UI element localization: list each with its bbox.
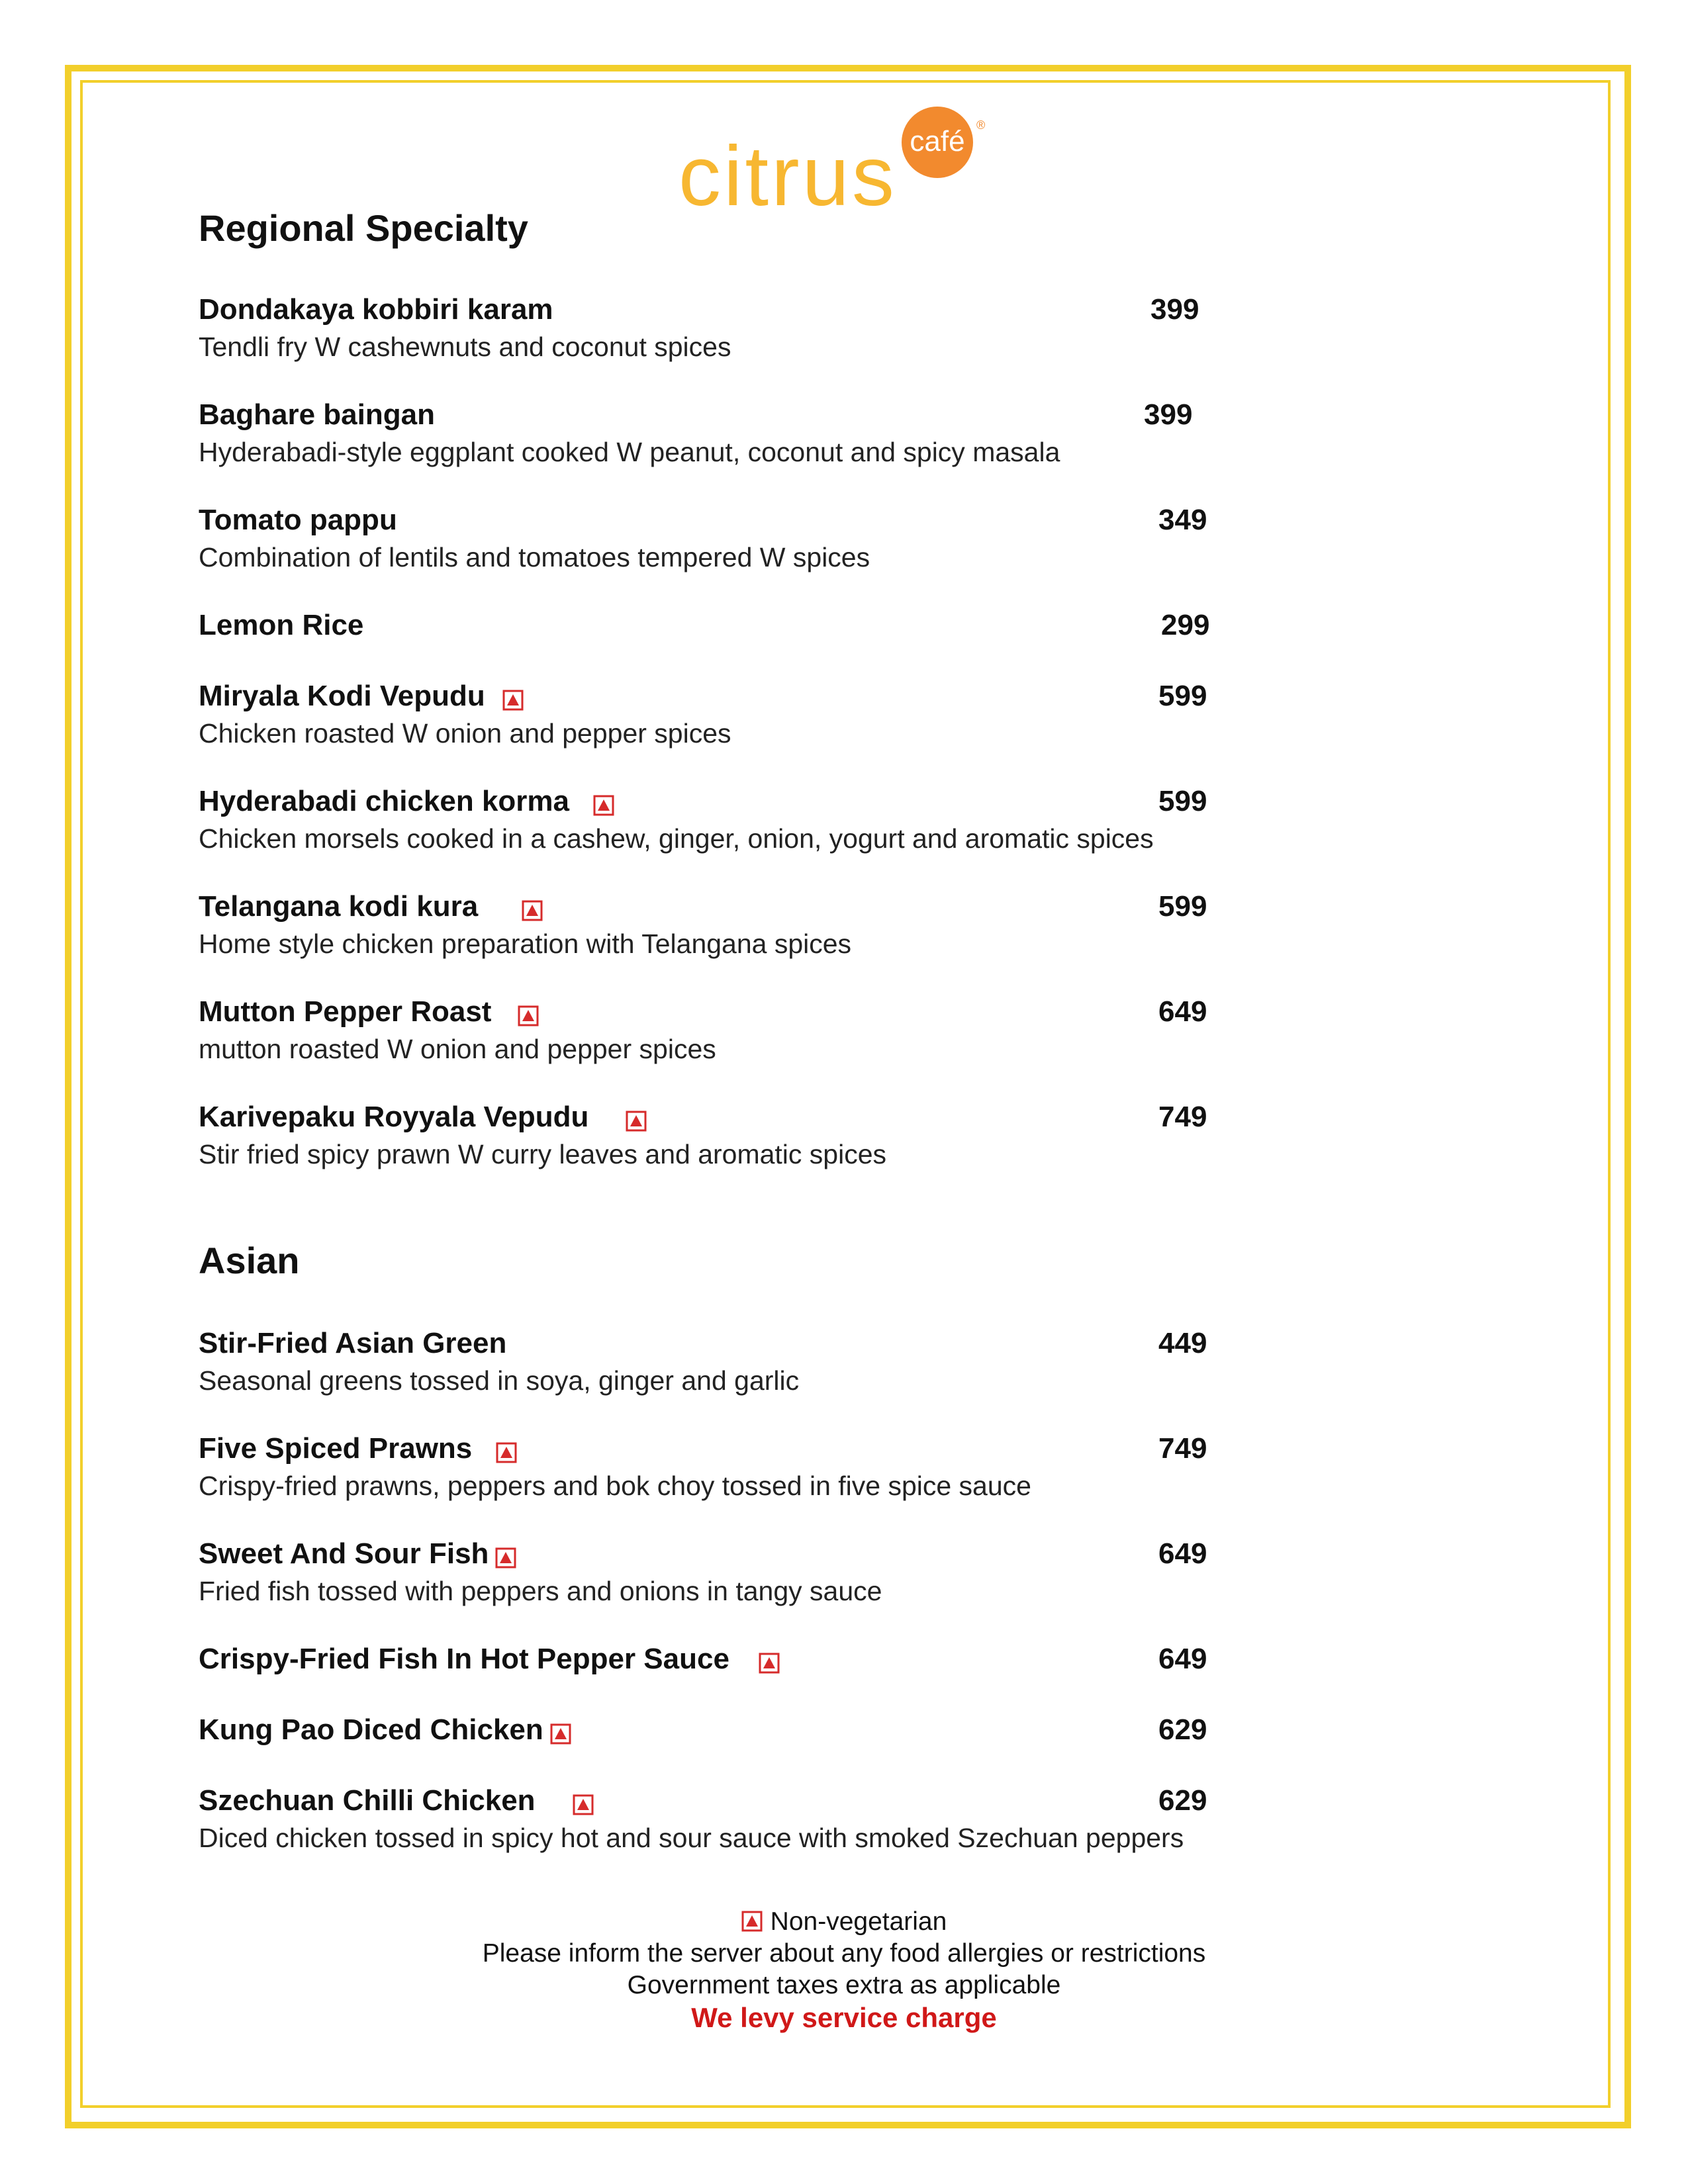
menu-item (199, 992, 1423, 1066)
menu-item-name: Miryala Kodi Vepudu (199, 680, 485, 712)
menu-item-price: 599 (1158, 890, 1207, 923)
logo-main-text: citrus (679, 129, 897, 218)
service-charge-note: We levy service charge (691, 2002, 997, 2033)
menu-item (199, 676, 1423, 751)
menu-item-description: Home style chicken preparation with Telangana spices (199, 929, 852, 959)
menu-item-price: 349 (1158, 504, 1207, 536)
menu-item-price: 629 (1158, 1784, 1207, 1817)
menu-item-name: Crispy-Fried Fish In Hot Pepper Sauce (199, 1643, 729, 1675)
section-title: Asian (199, 1240, 300, 1281)
menu-item-description: Chicken morsels cooked in a cashew, ginger, onion, yogurt and aromatic spices (199, 823, 1154, 854)
menu-item-description: Chicken roasted W onion and pepper spices (199, 718, 731, 749)
menu-item-description: Seasonal greens tossed in soya, ginger and garlic (199, 1365, 800, 1396)
menu-item-price: 449 (1158, 1327, 1207, 1359)
menu-item (199, 1097, 1423, 1171)
menu-item-description: Diced chicken tossed in spicy hot and sour sauce with smoked Szechuan peppers (199, 1823, 1184, 1853)
menu-item (199, 782, 1423, 856)
menu-item-price: 599 (1158, 680, 1207, 712)
menu-item-name: Tomato pappu (199, 504, 397, 536)
menu-item-description: Stir fried spicy prawn W curry leaves and aromatic spices (199, 1139, 887, 1169)
menu-item-name: Telangana kodi kura (199, 890, 479, 923)
menu-item-description: Crispy-fried prawns, peppers and bok choy tossed in five spice sauce (199, 1471, 1031, 1501)
menu-item-description: Fried fish tossed with peppers and onions in tangy sauce (199, 1576, 882, 1606)
menu-item-name: Szechuan Chilli Chicken (199, 1784, 536, 1817)
menu-item-header (199, 1781, 1423, 1821)
menu-item (199, 500, 1423, 574)
menu-item (199, 1534, 1423, 1608)
menu-item-header (199, 1429, 1423, 1469)
menu-item-header (199, 992, 1423, 1032)
non-veg-icon (518, 1005, 539, 1026)
menu-item-header (199, 782, 1423, 821)
menu-item-description: Hyderabadi-style eggplant cooked W peanut, coconut and spicy masala (199, 437, 1060, 467)
menu-item-name: Kung Pao Diced Chicken (199, 1713, 543, 1746)
non-veg-icon (573, 1794, 594, 1815)
menu-item-header (199, 1710, 1423, 1750)
non-veg-icon (502, 690, 524, 711)
menu-item-price: 399 (1144, 398, 1193, 431)
menu-item-price: 399 (1150, 293, 1199, 326)
non-veg-icon (593, 795, 614, 816)
non-veg-icon (626, 1111, 647, 1132)
menu-item-price: 599 (1158, 785, 1207, 817)
non-veg-icon (550, 1723, 571, 1745)
tax-note: Government taxes extra as applicable (627, 1971, 1061, 1999)
menu-item-header (199, 290, 1423, 330)
menu-item (199, 887, 1423, 961)
menu-item-header (199, 1639, 1423, 1679)
menu-item-name: Baghare baingan (199, 398, 435, 431)
non-veg-icon (741, 1911, 763, 1932)
nonveg-legend (0, 1906, 1688, 1938)
non-veg-icon (496, 1442, 517, 1463)
menu-item-description: mutton roasted W onion and pepper spices (199, 1034, 716, 1064)
non-veg-icon (759, 1653, 780, 1674)
non-veg-icon (522, 900, 543, 921)
allergy-note: Please inform the server about any food allergies or restrictions (482, 1939, 1206, 1968)
citrus-cafe-logo (675, 99, 1006, 218)
menu-item-description: Tendli fry W cashewnuts and coconut spices (199, 332, 731, 362)
menu-item-header (199, 395, 1423, 435)
menu-item-price: 749 (1158, 1101, 1207, 1133)
logo-sub-text: café (910, 125, 965, 158)
menu-item (199, 1710, 1423, 1750)
menu-item-header (199, 1324, 1423, 1363)
menu-footer (0, 1906, 1688, 2034)
menu-item-price: 649 (1158, 1643, 1207, 1675)
legend-label: Non-vegetarian (770, 1907, 947, 1936)
menu-item (199, 1324, 1423, 1398)
menu-item-header (199, 1097, 1423, 1137)
menu-item (199, 290, 1423, 364)
menu-item-header (199, 500, 1423, 540)
menu-item-name: Lemon Rice (199, 609, 364, 641)
menu-item-header (199, 887, 1423, 927)
menu-item-name: Sweet And Sour Fish (199, 1537, 489, 1570)
non-veg-icon (495, 1547, 516, 1569)
menu-item-name: Mutton Pepper Roast (199, 995, 492, 1028)
menu-item-name: Hyderabadi chicken korma (199, 785, 570, 817)
menu-item-price: 649 (1158, 995, 1207, 1028)
menu-item-header (199, 606, 1423, 645)
menu-item-name: Five Spiced Prawns (199, 1432, 473, 1465)
menu-item-price: 299 (1161, 609, 1210, 641)
menu-item-price: 629 (1158, 1713, 1207, 1746)
logo-registered-mark: ® (976, 118, 986, 132)
menu-item-price: 649 (1158, 1537, 1207, 1570)
menu-item-header (199, 1534, 1423, 1574)
menu-item (199, 395, 1423, 469)
menu-item (199, 1429, 1423, 1503)
menu-item-header (199, 676, 1423, 716)
menu-item-name: Karivepaku Royyala Vepudu (199, 1101, 589, 1133)
menu-item-name: Stir-Fried Asian Green (199, 1327, 507, 1359)
menu-item-description: Combination of lentils and tomatoes tempered W spices (199, 542, 870, 572)
menu-item-price: 749 (1158, 1432, 1207, 1465)
menu-item (199, 1781, 1423, 1855)
menu-item (199, 1639, 1423, 1679)
section-title: Regional Specialty (199, 207, 528, 249)
menu-item-name: Dondakaya kobbiri karam (199, 293, 553, 326)
menu-item (199, 606, 1423, 645)
